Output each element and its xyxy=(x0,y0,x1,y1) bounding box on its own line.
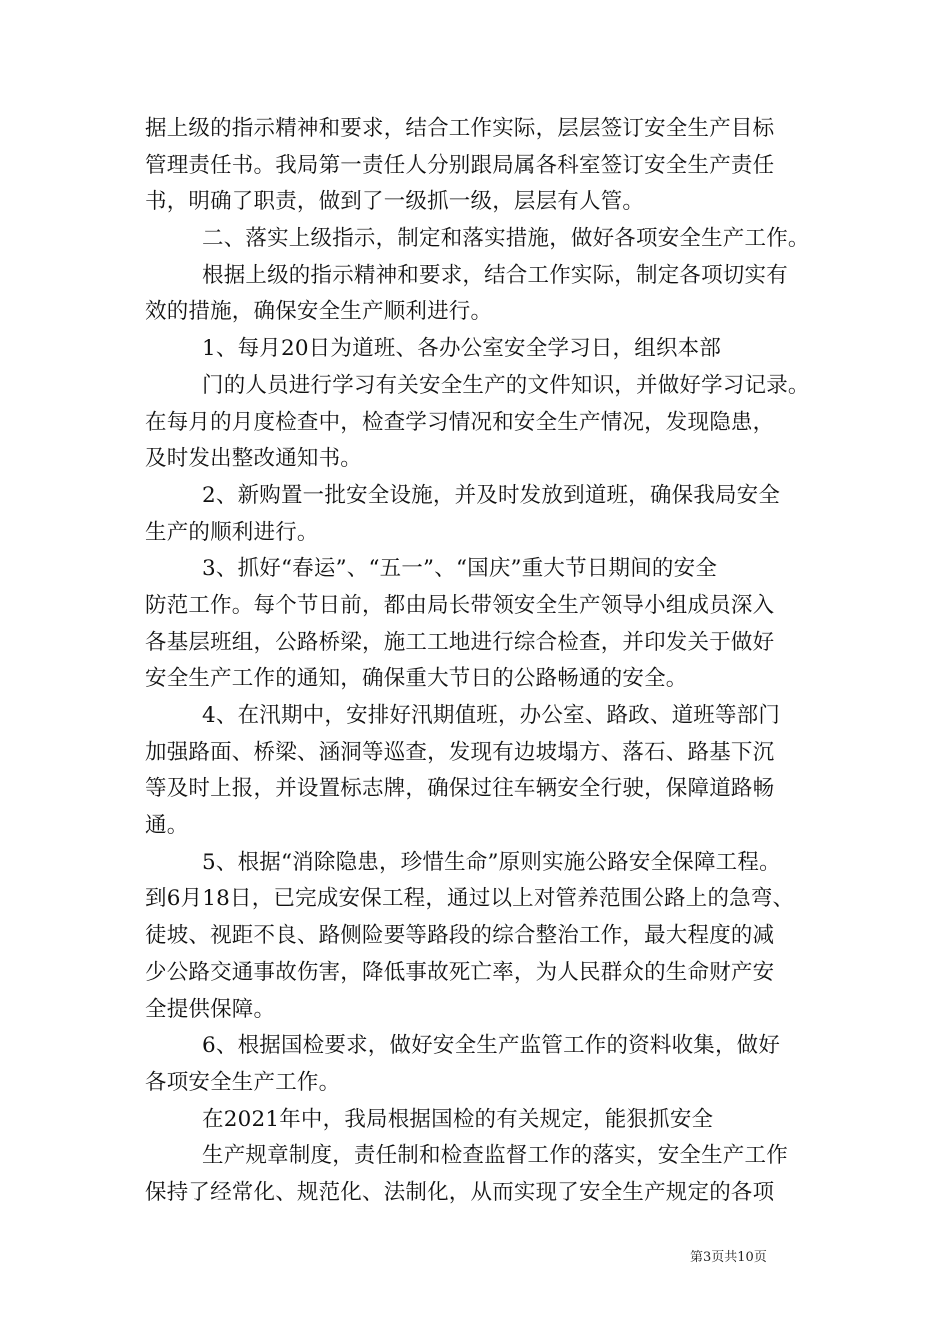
text-line: 2、新购置一批安全设施，并及时发放到道班，确保我局安全 xyxy=(202,482,781,508)
text-line: 安全生产工作的通知，确保重大节日的公路畅通的安全。 xyxy=(145,666,688,692)
text-line: 3、抓好“春运”、“五一”、“国庆”重大节日期间的安全 xyxy=(202,556,718,582)
text-line: 1、每月20日为道班、各办公室安全学习日，组织本部 xyxy=(202,336,722,362)
text-line: 各项安全生产工作。 xyxy=(145,1069,341,1095)
text-line: 防范工作。每个节日前，都由局长带领安全生产领导小组成员深入 xyxy=(145,592,775,618)
text-line: 徒坡、视距不良、路侧险要等路段的综合整治工作，最大程度的减 xyxy=(145,923,775,949)
text-line: 在2021年中，我局根据国检的有关规定，能狠抓安全 xyxy=(202,1106,714,1132)
text-line: 在每月的月度检查中，检查学习情况和安全生产情况，发现隐患， xyxy=(145,409,775,435)
page-number: 第3页共10页 xyxy=(690,1250,767,1265)
text-line: 各基层班组，公路桥梁，施工工地进行综合检查，并印发关于做好 xyxy=(145,629,775,655)
text-line: 加强路面、桥梁、涵洞等巡查，发现有边坡塌方、落石、路基下沉 xyxy=(145,739,775,765)
text-line: 通。 xyxy=(145,813,189,839)
text-line: 据上级的指示精神和要求，结合工作实际，层层签订安全生产目标 xyxy=(145,116,775,141)
text-line: 根据上级的指示精神和要求，结合工作实际，制定各项切实有 xyxy=(202,262,788,288)
text-line: 门的人员进行学习有关安全生产的文件知识，并做好学习记录。 xyxy=(202,372,810,398)
text-line: 到6月18日，已完成安保工程，通过以上对管养范围公路上的急弯、 xyxy=(145,886,795,912)
text-line: 少公路交通事故伤害，降低事故死亡率，为人民群众的生命财产安 xyxy=(145,959,775,985)
text-line: 管理责任书。我局第一责任人分别跟局属各科室签订安全生产责任 xyxy=(145,152,775,178)
document-body xyxy=(145,111,825,1212)
text-line: 及时发出整改通知书。 xyxy=(145,446,363,472)
text-line: 效的措施，确保安全生产顺利进行。 xyxy=(145,299,493,325)
text-line: 全提供保障。 xyxy=(145,996,276,1022)
text-line: 书，明确了职责，做到了一级抓一级，层层有人管。 xyxy=(145,189,645,215)
text-line: 生产规章制度，责任制和检查监督工作的落实，安全生产工作 xyxy=(202,1143,788,1169)
text-line: 4、在汛期中，安排好汛期值班，办公室、路政、道班等部门 xyxy=(202,703,781,728)
text-line: 生产的顺利进行。 xyxy=(145,519,319,545)
text-line: 5、根据“消除隐患，珍惜生命”原则实施公路安全保障工程。 xyxy=(202,849,781,875)
text-line: 二、落实上级指示，制定和落实措施，做好各项安全生产工作。 xyxy=(202,226,810,252)
text-line: 保持了经常化、规范化、法制化，从而实现了安全生产规定的各项 xyxy=(145,1179,775,1205)
text-line: 等及时上报，并设置标志牌，确保过往车辆安全行驶，保障道路畅 xyxy=(145,776,775,802)
text-line: 6、根据国检要求，做好安全生产监管工作的资料收集，做好 xyxy=(202,1033,781,1059)
